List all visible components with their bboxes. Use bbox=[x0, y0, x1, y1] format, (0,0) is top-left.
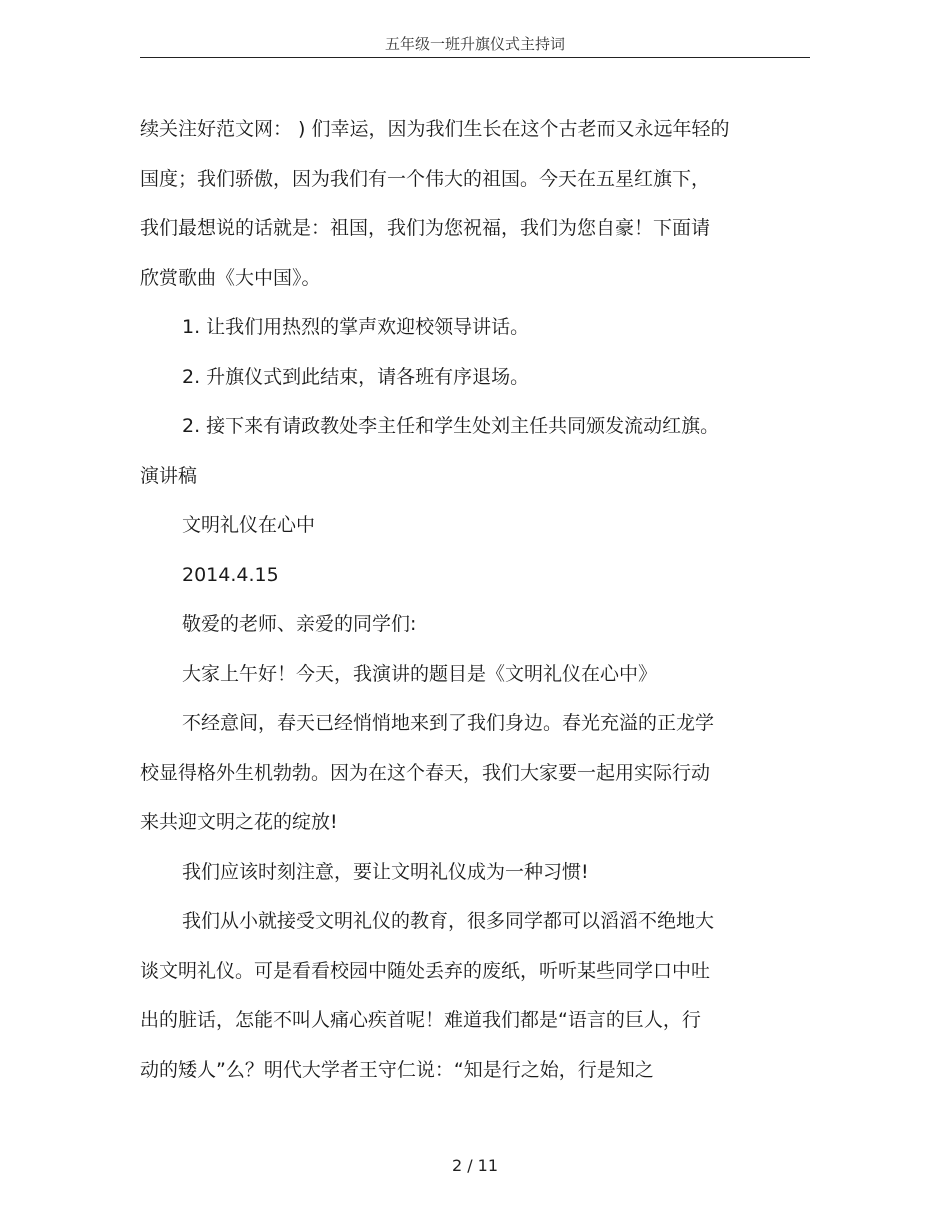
body-line: 不经意间，春天已经悄悄地来到了我们身边。春光充溢的正龙学 bbox=[182, 712, 715, 734]
speech-date: 2014.4.15 bbox=[182, 563, 279, 586]
body-line: 我们从小就接受文明礼仪的教育，很多同学都可以滔滔不绝地大 bbox=[182, 910, 715, 932]
list-item: 1. 让我们用热烈的掌声欢迎校领导讲话。 bbox=[182, 316, 530, 338]
body-line: 谈文明礼仪。可是看看校园中随处丢弃的废纸，听听某些同学口中吐 bbox=[140, 959, 711, 982]
body-line: 来共迎文明之花的绽放! bbox=[140, 811, 338, 833]
body-line: 欣赏歌曲《大中国》。 bbox=[140, 266, 321, 289]
body-line: 动的矮人”么？明代大学者王守仁说：“知是行之始，行是知之 bbox=[140, 1058, 654, 1081]
salutation: 敬爱的老师、亲爱的同学们: bbox=[182, 613, 417, 635]
page-number: 2 / 11 bbox=[451, 1156, 499, 1175]
body-line: 出的脏话，怎能不叫人痛心疾首呢！难道我们都是“语言的巨人，行 bbox=[140, 1009, 701, 1031]
body-line: 我们应该时刻注意，要让文明礼仪成为一种习惯! bbox=[182, 860, 589, 883]
body-line: 校显得格外生机勃勃。因为在这个春天，我们大家要一起用实际行动 bbox=[140, 761, 711, 784]
speech-title: 文明礼仪在心中 bbox=[182, 514, 316, 536]
section-heading: 演讲稿 bbox=[140, 464, 198, 487]
greeting: 大家上午好！今天，我演讲的题目是《文明礼仪在心中》 bbox=[182, 662, 658, 685]
page-header-title: 五年级一班升旗仪式主持词 bbox=[140, 34, 810, 58]
body-line: 国度；我们骄傲，因为我们有一个伟大的祖国。今天在五星红旗下， bbox=[140, 167, 711, 190]
body-line: 我们最想说的话就是：祖国，我们为您祝福，我们为您自豪！下面请 bbox=[140, 217, 711, 239]
body-line: 续关注好范文网： ) 们幸运，因为我们生长在这个古老而又永远年轻的 bbox=[140, 118, 730, 140]
list-item: 2. 接下来有请政教处李主任和学生处刘主任共同颁发流动红旗。 bbox=[182, 415, 720, 437]
document-body bbox=[140, 105, 790, 1095]
list-item: 2. 升旗仪式到此结束，请各班有序退场。 bbox=[182, 365, 530, 388]
